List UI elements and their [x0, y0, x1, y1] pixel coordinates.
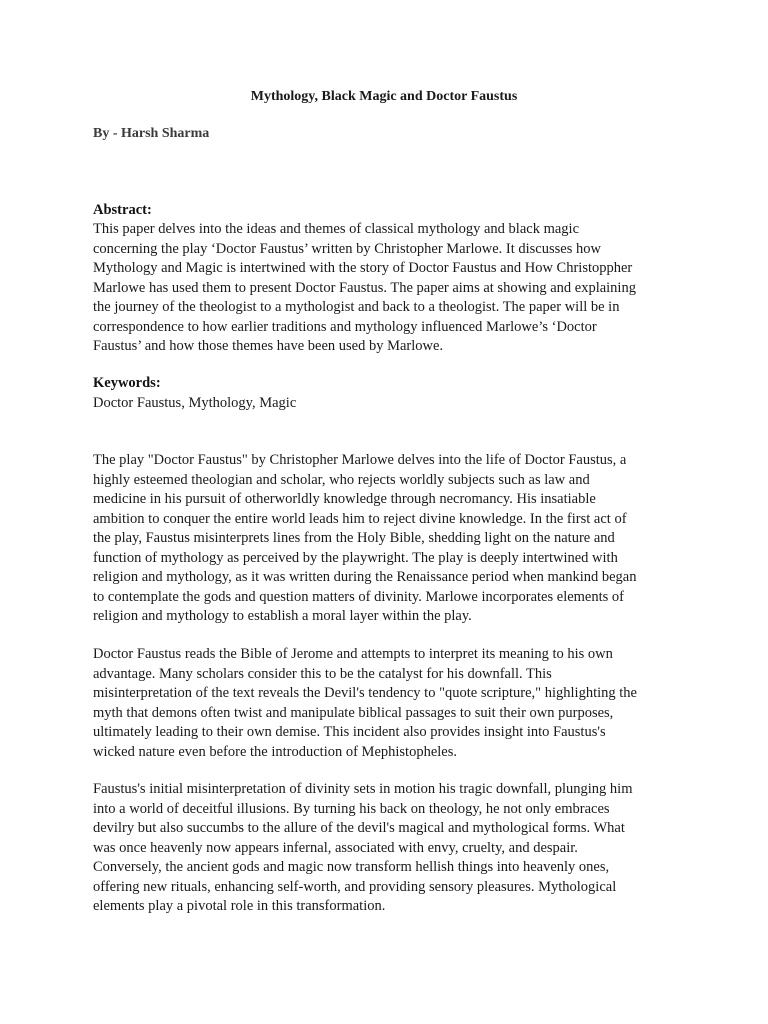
keywords-text: Doctor Faustus, Mythology, Magic — [93, 395, 297, 411]
text-line: Marlowe has used them to present Doctor Faustus. The paper aims at showing and explaining — [93, 279, 636, 296]
text-line: myth that demons often twist and manipulate biblical passages to suit their own purposes, — [93, 704, 614, 721]
text-line: medicine in his pursuit of otherworldly knowledge through necromancy. His insatiable — [93, 491, 596, 507]
text-line: the journey of the theologist to a mythologist and back to a theologist. The paper will be in — [93, 299, 620, 315]
text-line: was once heavenly now appears infernal, associated with envy, cruelty, and despair. — [93, 839, 578, 856]
text-line: to contemplate the gods and question matters of divinity. Marlowe incorporates elements of — [93, 588, 624, 605]
text-line: This paper delves into the ideas and themes of classical mythology and black magic — [93, 221, 580, 237]
text-line: religion and mythology, as it was written during the Renaissance period when mankind began — [93, 569, 637, 585]
text-line: Mythology and Magic is intertwined with the story of Doctor Faustus and How Christoppher — [93, 260, 633, 276]
text-line: offering new rituals, enhancing self-worth, and providing sensory pleasures. Mythological — [93, 878, 617, 895]
text-line: The play "Doctor Faustus" by Christopher Marlowe delves into the life of Doctor Faustus, a — [93, 452, 627, 468]
text-line: highly esteemed theologian and scholar, who rejects worldly subjects such as law and — [93, 471, 590, 488]
text-line: Faustus's initial misinterpretation of divinity sets in motion his tragic downfall, plunging him — [93, 781, 633, 797]
document-title: Mythology, Black Magic and Doctor Faustus — [250, 89, 518, 104]
text-line: into a world of deceitful illusions. By turning his back on theology, he not only embraces — [93, 800, 610, 817]
abstract-paragraph — [93, 220, 683, 357]
text-line: wicked nature even before the introduction of Mephistopheles. — [93, 743, 457, 760]
text-line: advantage. Many scholars consider this to be the catalyst for his downfall. This — [93, 665, 552, 682]
text-line: Doctor Faustus reads the Bible of Jerome and attempts to interpret its meaning to his own — [93, 646, 613, 662]
text-line: function of mythology as perceived by the playwright. The play is deeply intertwined with — [93, 549, 618, 566]
text-line: correspondence to how earlier traditions and mythology influenced Marlowe’s ‘Doctor — [93, 318, 597, 335]
body-paragraph — [93, 451, 683, 627]
body-paragraph — [93, 780, 683, 917]
text-line: concerning the play ‘Doctor Faustus’ written by Christopher Marlowe. It discusses how — [93, 240, 601, 257]
text-line: elements play a pivotal role in this transformation. — [93, 898, 386, 914]
text-line: religion and mythology to establish a moral layer within the play. — [93, 608, 472, 624]
text-line: the play, Faustus misinterprets lines from the Holy Bible, shedding light on the nature and — [93, 530, 615, 546]
body-paragraph — [93, 645, 683, 762]
text-line: ambition to conquer the entire world leads him to reject divine knowledge. In the first act of — [93, 510, 627, 527]
text-line: Conversely, the ancient gods and magic now transform hellish things into heavenly ones, — [93, 859, 610, 875]
keywords-heading: Keywords: — [93, 375, 161, 391]
text-line: Faustus’ and how those themes have been used by Marlowe. — [93, 338, 444, 354]
text-line: devilry but also succumbs to the allure of the devil's magical and mythological forms. What — [93, 820, 625, 836]
abstract-heading: Abstract: — [93, 202, 152, 218]
author-byline: By - Harsh Sharma — [93, 126, 210, 141]
text-line: misinterpretation of the text reveals the Devil's tendency to "quote scripture," highlighting the — [93, 685, 637, 701]
text-line: ultimately leading to their own demise. This incident also provides insight into Faustus's — [93, 724, 606, 740]
